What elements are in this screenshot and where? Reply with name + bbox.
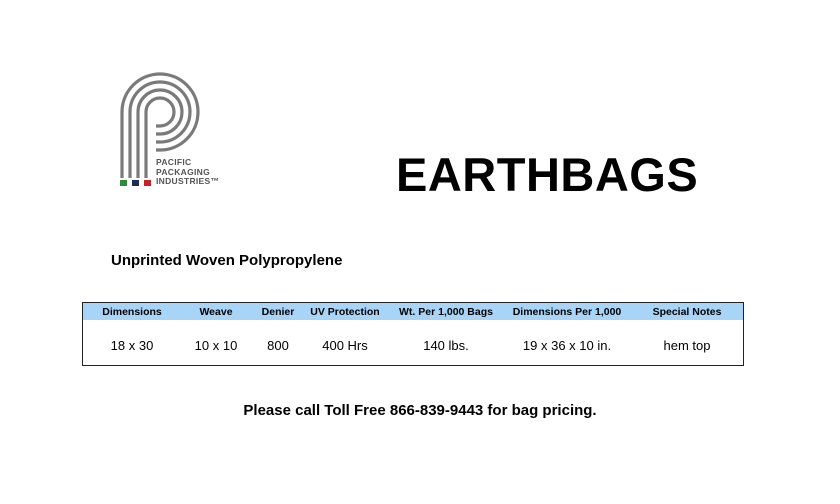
logo-line: PACIFIC <box>156 157 192 167</box>
logo-wordmark <box>156 158 219 187</box>
flag-red-block <box>144 180 151 186</box>
table-header-row <box>83 303 743 320</box>
cell-weave: 10 x 10 <box>194 338 238 353</box>
cell-special-notes: hem top <box>663 338 711 353</box>
header-denier: Denier <box>261 306 295 318</box>
cell-dimensions-per-1000: 19 x 36 x 10 in. <box>522 338 612 353</box>
cell-uv-protection: 400 Hrs <box>322 338 368 353</box>
header-weight: Wt. Per 1,000 Bags <box>399 306 493 318</box>
flag-blue-block <box>132 180 139 186</box>
cell-dimensions: 18 x 30 <box>110 338 154 353</box>
header-special-notes: Special Notes <box>652 306 722 318</box>
header-dimensions: Dimensions <box>102 306 162 318</box>
header-uv-protection: UV Protection <box>310 306 380 318</box>
spec-table <box>82 302 744 366</box>
product-subtitle: Unprinted Woven Polypropylene <box>111 252 343 269</box>
logo-line: INDUSTRIES™ <box>156 176 220 186</box>
cell-weight: 140 lbs. <box>423 338 469 353</box>
company-logo <box>118 70 228 190</box>
flag-green-block <box>120 180 127 186</box>
header-weave: Weave <box>199 306 233 318</box>
header-dimensions-per-1000: Dimensions Per 1,000 <box>512 306 622 318</box>
pricing-contact-note: Please call Toll Free 866-839-9443 for bag pricing. <box>243 402 597 419</box>
page-title: EARTHBAGS <box>396 148 699 201</box>
logo-line: PACKAGING <box>156 166 211 177</box>
cell-denier: 800 <box>267 338 289 353</box>
